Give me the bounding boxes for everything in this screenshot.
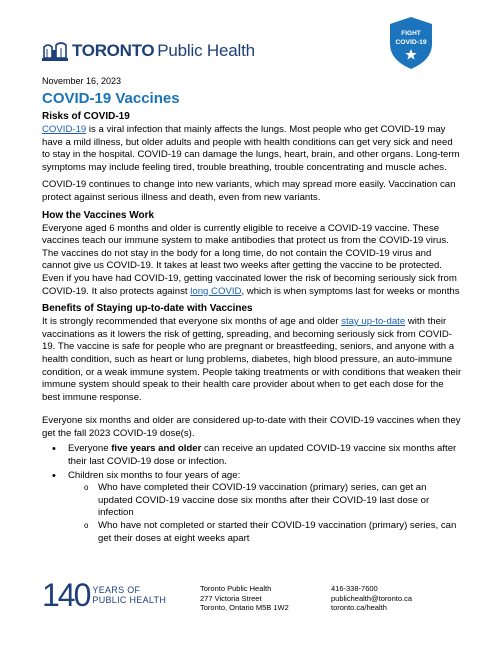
benefits-paragraph-1: It is strongly recommended that everyone six months of age and older stay up-to-date with their vaccinations as it lowers the risk of getting, spreading, and becoming seriously sick from COVID-19. The vaccine is safe for people who are pregnant or breastfeeding, seniors, and anyone with a health condition, such as heart or lung problems, diabetes, high blood pressure, an auto-immune condition, or a weak immune system. People taking treatments or with conditions that weaken their immune system should speak to their health care provider about when to get each dose for the best immune response. — [42, 316, 462, 403]
benefits-paragraph-2: Everyone six months and older are considered up-to-date with their COVID-19 vaccines when they get the fall 2023 COVID-19 dose(s). — [42, 415, 461, 439]
page-title: COVID-19 Vaccines — [42, 90, 180, 107]
eligibility-list — [42, 443, 462, 545]
document-body — [42, 111, 462, 546]
footer-contact — [331, 584, 412, 613]
long-covid-link[interactable]: long COVID — [190, 285, 242, 297]
section-heading-how: How the Vaccines Work — [42, 209, 155, 221]
document-date: November 16, 2023 — [42, 76, 122, 86]
covid19-link[interactable]: COVID-19 — [42, 124, 87, 135]
sub-list-item: o Who have completed their COVID-19 vaccination (primary) series, can get an updated COVID-19 vaccine dose six months after their COVID-19 last dose or infection — [98, 482, 462, 520]
list-item: • Children six months to four years of age: o Who have completed their COVID-19 vaccination (primary) series, can get an updated COVID-19 vaccine dose six months after their COVID-19 last dose or infection o Who have not completed or started their COVID-19 vaccination (primary) series, can get their doses at eight weeks apart — [68, 470, 462, 546]
website-url[interactable]: toronto.ca/health — [331, 603, 387, 612]
anniversary-number: 140 — [42, 577, 90, 613]
brand-name-bold: TORONTO — [72, 41, 155, 60]
risks-paragraph-1: COVID-19 is a viral infection that mainly affects the lungs. Most people who get COVID-19 may have a mild illness, but older adults and people with health conditions can get very sick and need to stay in the hospital. COVID-19 can damage the lungs, heart, brain, and other organs. Long-term symptoms may include feeling tired, trouble breathing, trouble concentrating and muscle aches. — [42, 124, 460, 173]
badge-text-fight: FIGHT — [401, 30, 421, 37]
city-hall-icon — [42, 41, 68, 61]
toronto-public-health-logo — [42, 40, 255, 62]
stay-up-to-date-link[interactable]: stay up-to-date — [341, 316, 406, 328]
section-heading-risks: Risks of COVID-19 — [42, 111, 130, 122]
anniversary-line-2: PUBLIC HEALTH — [92, 595, 167, 605]
sub-list — [68, 482, 462, 545]
140-years-logo — [42, 577, 167, 613]
risks-paragraph-2: COVID-19 continues to change into new variants, which may spread more easily. Vaccination can protect against serious illness and death, even from new variants. — [42, 179, 456, 203]
email-address[interactable]: publichealth@toronto.ca — [331, 593, 412, 603]
brand-name-light: Public Health — [157, 41, 255, 60]
section-heading-benefits: Benefits of Staying up-to-date with Vaccines — [42, 303, 253, 315]
how-paragraph: Everyone aged 6 months and older is currently eligible to receive a COVID-19 vaccine. These vaccines teach our immune system to make antibodies that protect us from the COVID-19 virus. The vaccines do not stay in the body for a long time, do not contain the COVID-19 virus and cannot give us COVID-19. It takes at least two weeks after getting the vaccine to be protected. Even if you have had COVID-19, getting vaccinated lower the risk of becoming seriously sick from COVID-19. It also protects against long COVID, which is when symptoms last for weeks or months — [42, 222, 460, 297]
fight-covid-badge — [386, 16, 436, 70]
footer-address: Toronto Public Health 277 Victoria Street Toronto, Ontario M5B 1W2 — [200, 584, 289, 612]
list-item: • Everyone five years and older can receive an updated COVID-19 vaccine six months after their last COVID-19 dose or infection. — [68, 443, 462, 468]
badge-text-covid: COVID-19 — [395, 39, 427, 46]
sub-list-item: o Who have not completed or started their COVID-19 vaccination (primary) series, can get their doses at eight weeks apart — [98, 520, 462, 545]
phone-number: 416-338-7600 — [331, 584, 378, 593]
anniversary-line-1: YEARS OF — [92, 585, 141, 595]
